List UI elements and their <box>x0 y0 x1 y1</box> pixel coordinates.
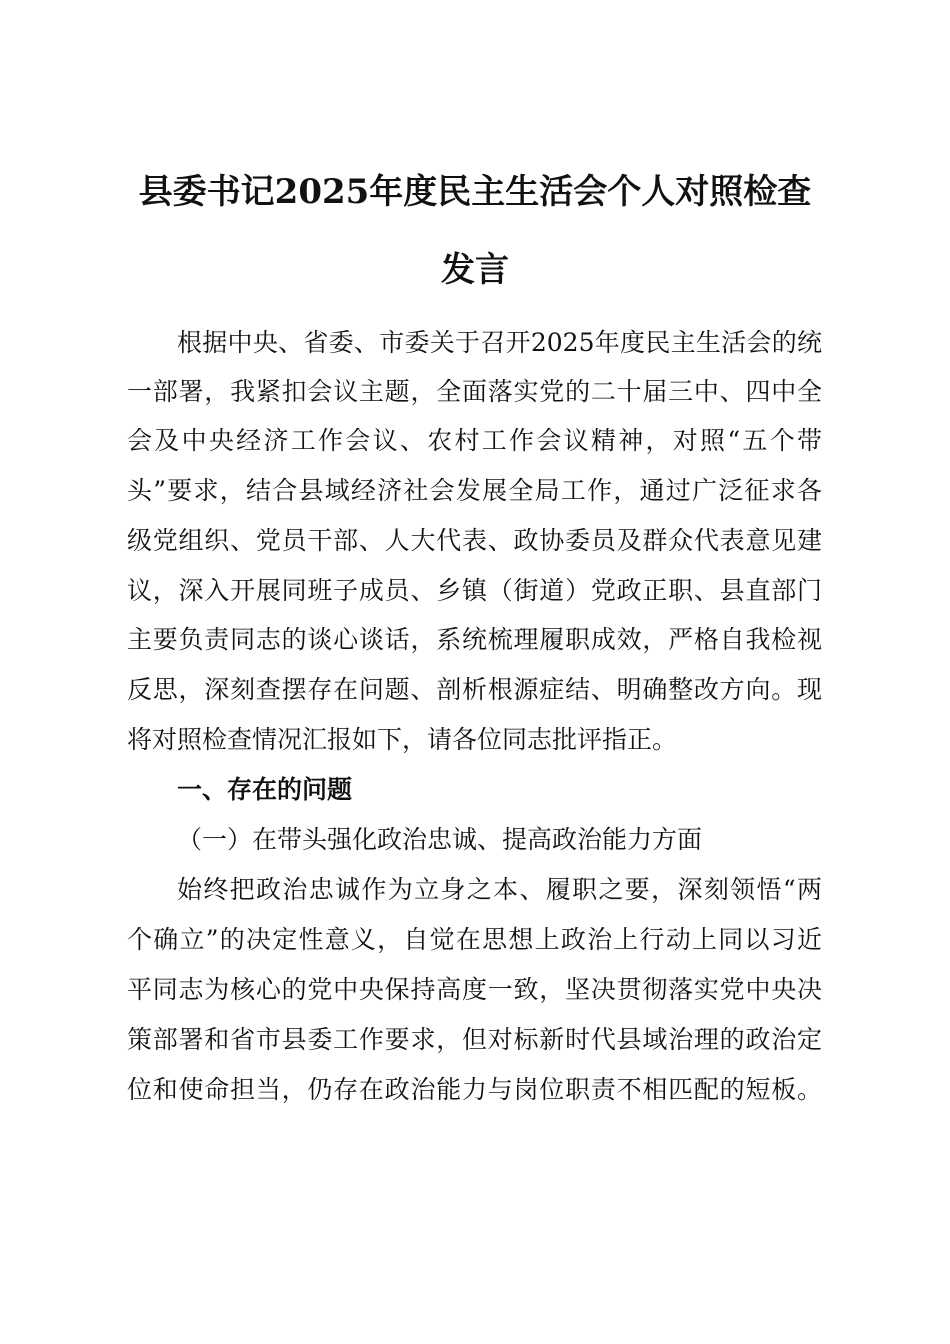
text-line: 头”要求，结合县域经济社会发展全局工作，通过广泛征求各 <box>127 476 822 505</box>
section-heading: 一、存在的问题 <box>177 775 353 804</box>
text-line: 根据中央、省委、市委关于召开2025年度民主生活会的统 <box>177 328 822 357</box>
text-line: 将对照检查情况汇报如下，请各位同志批评指正。 <box>127 725 678 754</box>
text-line: 策部署和省市县委工作要求，但对标新时代县域治理的政治定 <box>127 1025 822 1054</box>
text-line: 级党组织、党员干部、人大代表、政协委员及群众代表意见建 <box>127 526 822 555</box>
text-line: 平同志为核心的党中央保持高度一致，坚决贯彻落实党中央决 <box>127 975 822 1004</box>
text-line: 议，深入开展同班子成员、乡镇（街道）党政正职、县直部门 <box>127 576 822 605</box>
text-line: 位和使命担当，仍存在政治能力与岗位职责不相匹配的短板。 <box>127 1075 822 1104</box>
text-line: 主要负责同志的谈心谈话，系统梳理履职成效，严格自我检视 <box>127 625 822 654</box>
subsection-heading: （一）在带头强化政治忠诚、提高政治能力方面 <box>177 825 703 854</box>
text-line: 反思，深刻查摆存在问题、剖析根源症结、明确整改方向。现 <box>127 675 822 704</box>
text-line: 始终把政治忠诚作为立身之本、履职之要，深刻领悟“两 <box>177 875 822 904</box>
title-line-2: 发言 <box>441 250 509 290</box>
text-line: 一部署，我紧扣会议主题，全面落实党的二十届三中、四中全 <box>127 377 822 406</box>
text-line: 会及中央经济工作会议、农村工作会议精神，对照“五个带 <box>127 426 822 455</box>
title-line-1: 县委书记2025年度民主生活会个人对照检查 <box>138 172 812 212</box>
text-line: 个确立”的决定性意义，自觉在思想上政治上行动上同以习近 <box>127 925 822 954</box>
